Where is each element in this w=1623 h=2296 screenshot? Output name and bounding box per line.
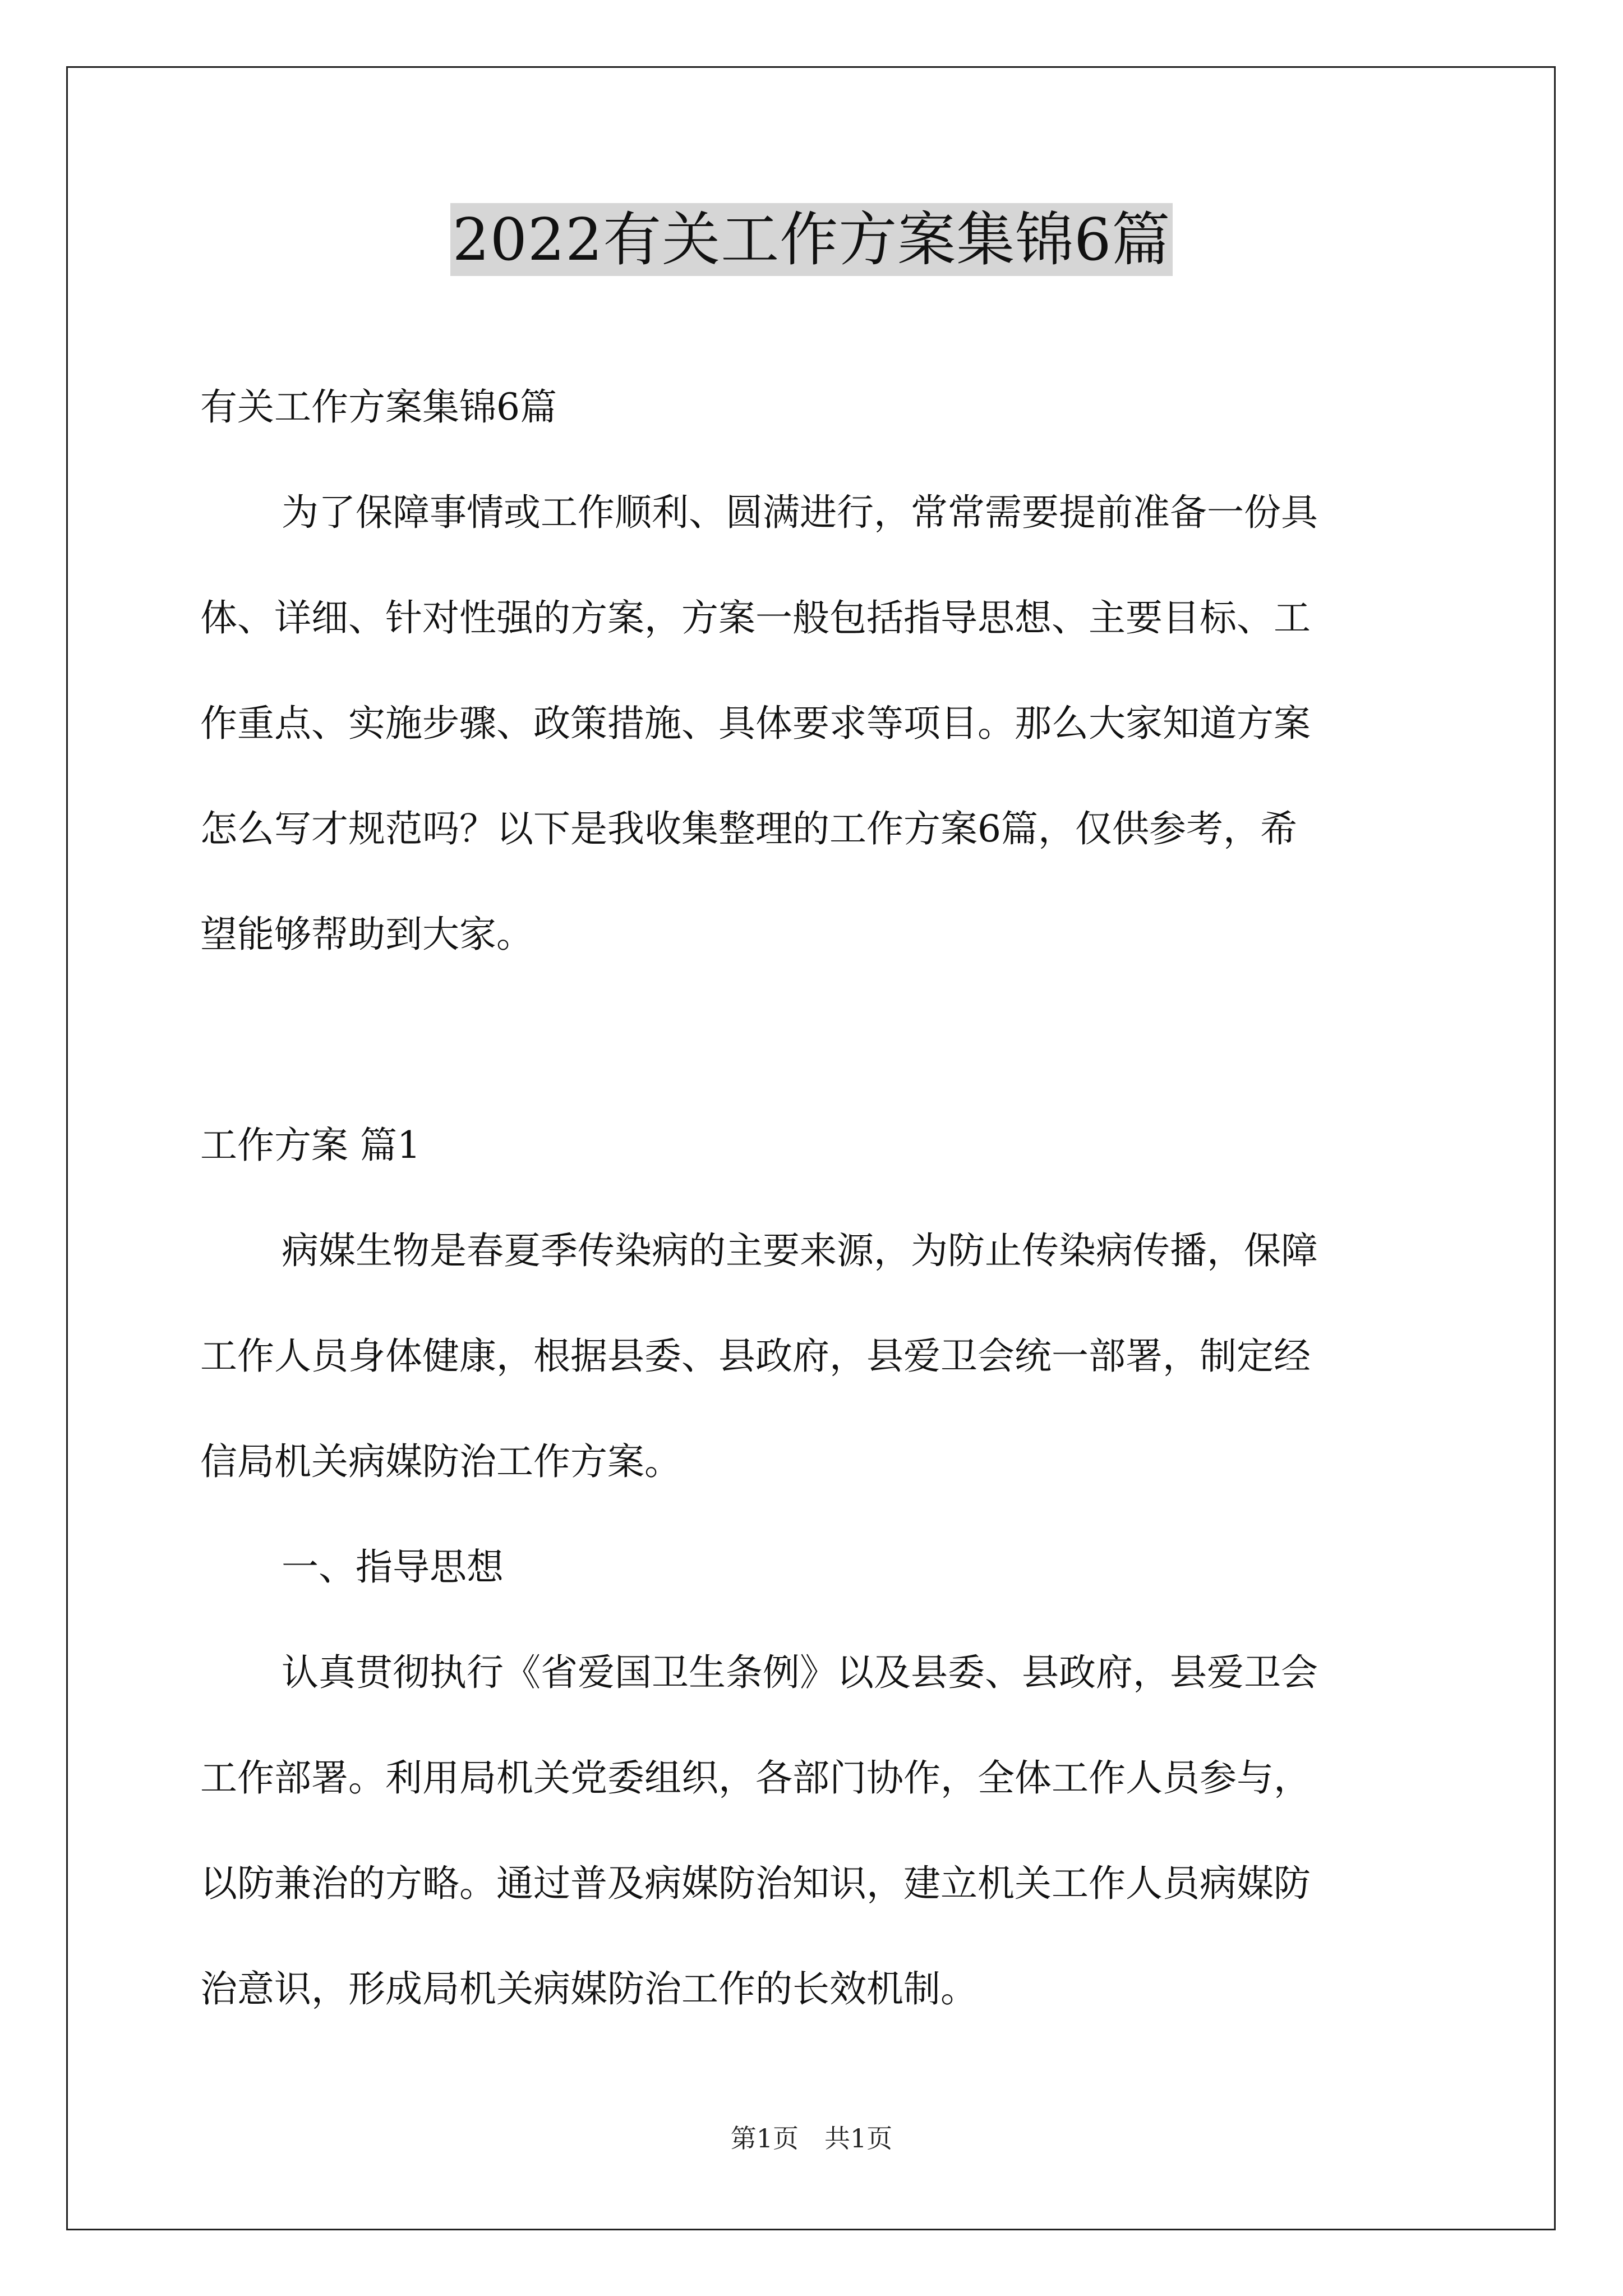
intro-line-4: 怎么写才规范吗？以下是我收集整理的工作方案6篇，仅供参考，希 <box>200 807 1297 850</box>
intro-line-3: 作重点、实施步骤、政策措施、具体要求等项目。那么大家知道方案 <box>200 702 1311 745</box>
section-heading-1: 工作方案 篇1 <box>200 1124 421 1167</box>
subheading-guiding-ideology: 一、指导思想 <box>282 1545 504 1589</box>
section1-para2-line-1: 认真贯彻执行《省爱国卫生条例》以及县委、县政府，县爱卫会 <box>282 1651 1318 1694</box>
intro-line-2: 体、详细、针对性强的方案，方案一般包括指导思想、主要目标、工 <box>200 596 1311 639</box>
paragraph-gap <box>200 987 1423 1093</box>
section1-para1-line-3: 信局机关病媒防治工作方案。 <box>200 1440 681 1483</box>
section1-para1-line-1: 病媒生物是春夏季传染病的主要来源，为防止传染病传播，保障 <box>282 1229 1318 1272</box>
section1-para2-line-4: 治意识，形成局机关病媒防治工作的长效机制。 <box>200 1967 978 2010</box>
document-title: 2022有关工作方案集锦6篇 <box>450 203 1173 276</box>
intro-line-1: 为了保障事情或工作顺利、圆满进行，常常需要提前准备一份具 <box>282 491 1318 534</box>
page-footer: 第1页 共1页 <box>730 2123 893 2154</box>
section1-para2-line-2: 工作部署。利用局机关党委组织，各部门协作，全体工作人员参与， <box>200 1756 1311 1800</box>
title-container <box>0 203 1623 276</box>
section1-para1-line-2: 工作人员身体健康，根据县委、县政府，县爱卫会统一部署，制定经 <box>200 1335 1311 1378</box>
document-body <box>200 355 1423 2042</box>
document-subtitle: 有关工作方案集锦6篇 <box>200 385 557 429</box>
intro-line-5: 望能够帮助到大家。 <box>200 913 533 956</box>
section1-para2-line-3: 以防兼治的方略。通过普及病媒防治知识，建立机关工作人员病媒防 <box>200 1862 1311 1905</box>
